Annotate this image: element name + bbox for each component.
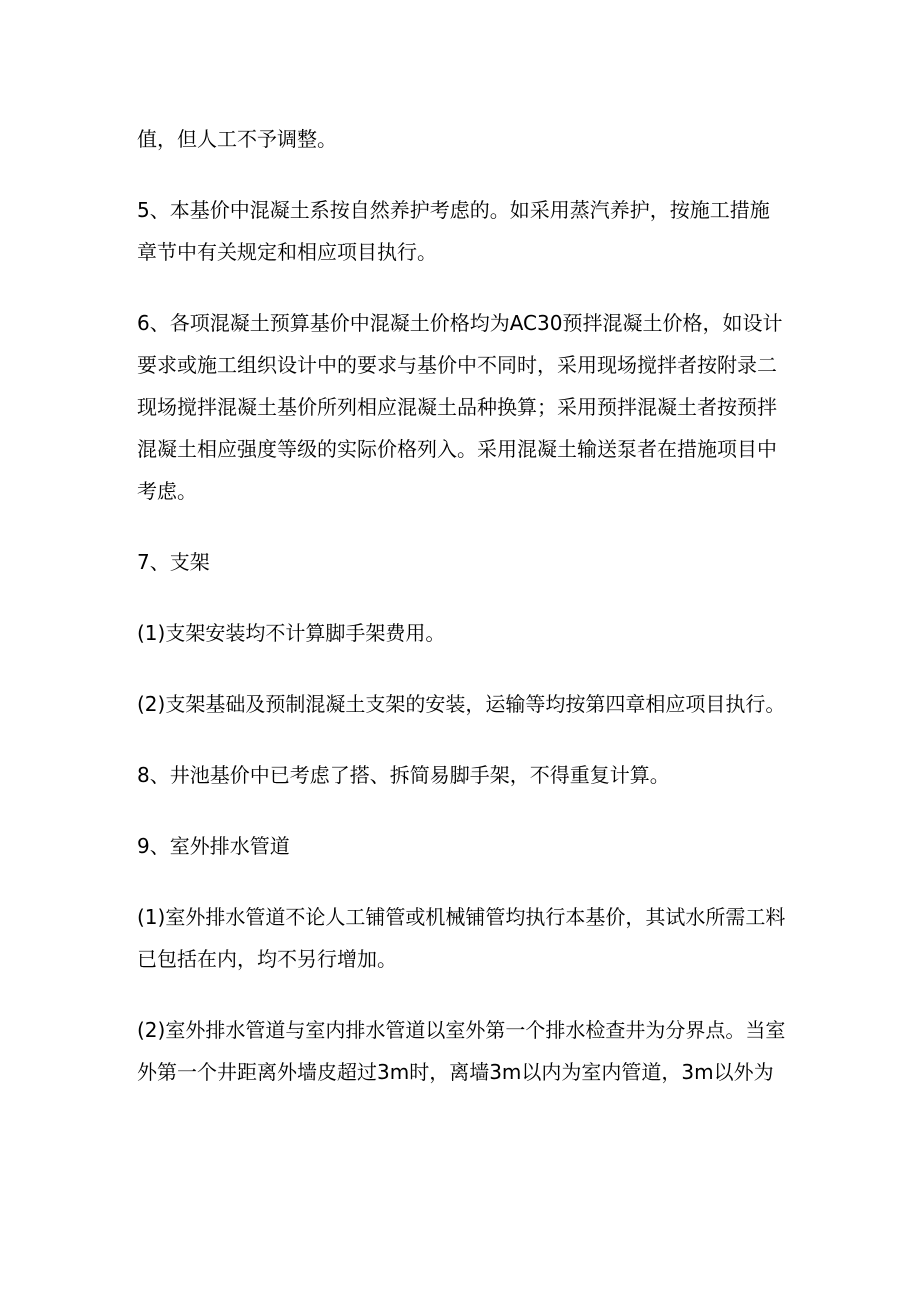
heading-item-7: 7、支架 [137,550,210,574]
paragraph-item-9-1: (1)室外排水管道不论人工铺管或机械铺管均执行本基价，其试水所需工料已包括在内，均不另行增加。 [137,905,786,971]
paragraph-item-7-2: (2)支架基础及预制混凝土支架的安装，运输等均按第四章相应项目执行。 [137,692,786,716]
paragraph-continuation: 值，但人工不予调整。 [137,127,337,151]
heading-item-9: 9、室外排水管道 [137,834,290,858]
paragraph-item-5: 5、本基价中混凝土系按自然养护考虑的。如采用蒸汽养护，按施工措施章节中有关规定和相应项目执行。 [137,198,770,264]
paragraph-item-8: 8、井池基价中已考虑了搭、拆简易脚手架，不得重复计算。 [137,763,670,787]
paragraph-item-7-1: (1)支架安装均不计算脚手架费用。 [137,621,446,645]
document-body [137,118,787,1093]
paragraph-item-6: 6、各项混凝土预算基价中混凝土价格均为AC30预拌混凝土价格，如设计要求或施工组织设计中的要求与基价中不同时，采用现场搅拌者按附录二现场搅拌混凝土基价所列相应混凝土品种换算；采用预拌混凝土者按预拌混凝土相应强度等级的实际价格列入。采用混凝土输送泵者在措施项目中考虑。 [137,311,783,503]
paragraph-item-9-2: (2)室外排水管道与室内排水管道以室外第一个排水检查井为分界点。当室外第一个井距离外墙皮超过3m时，离墙3m以内为室内管道，3m以外为 [137,1018,786,1084]
